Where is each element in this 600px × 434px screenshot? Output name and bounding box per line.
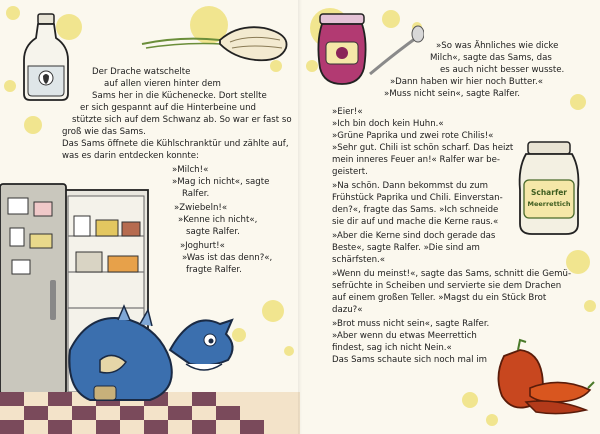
text-line: sie dir auf und mache die Kerne raus.« [332,217,499,227]
text-line: »Joghurt!« [180,241,225,251]
text-line: geistert. [332,167,368,177]
decorative-dot [284,346,294,356]
text-line: »Muss nicht sein«, sagte Ralfer. [384,89,521,99]
milk-bottle-illustration [16,12,76,104]
text-line: Das Sams schaute sich noch mal im [332,355,488,365]
text-line: groß wie das Sams. [62,127,146,137]
text-line: »Aber die Kerne sind doch gerade das [332,231,496,241]
text-line: »Aber wenn du etwas Meerrettich [332,331,477,341]
text-line: auf allen vieren hinter dem [104,79,221,89]
text-line: »Mag ich nicht«, sagte [172,177,270,187]
text-line: »Wenn du meinst!«, sagte das Sams, schnitt die Gemü- [332,269,572,279]
onion-illustration [140,18,292,68]
text-line: Beste«, sagte Ralfer. »Die sind am [332,243,480,253]
text-line: sefrüchte in Scheiben und servierte sie dem Drachen [332,281,562,291]
text-line: sagte Ralfer. [186,227,240,237]
text-line: »Was ist das denn?«, [182,253,273,263]
text-line: Sams her in die Küchenecke. Dort stellte [92,91,267,101]
horseradish-jar-illustration [514,140,584,238]
text-line: was es darin entdecken konnte: [62,151,199,161]
decorative-dot [584,300,596,312]
text-line: er sich gespannt auf die Hinterbeine und [80,103,257,113]
text-line: »Ich bin doch kein Huhn.« [332,119,444,129]
jar-label-line1: Scharfer [531,188,567,197]
decorative-dot [262,300,284,322]
text-line: schärfsten.« [332,255,386,265]
text-line: Das Sams öffnete die Kühlschranktür und zählte auf, [62,139,289,149]
text-line: den?«, fragte das Sams. »Ich schneide [332,205,499,215]
peppers-illustration [490,336,596,416]
text-line: dazu?« [332,305,363,315]
dragon-illustration [60,290,240,410]
text-line: mein inneres Feuer an!« Ralfer war be- [332,155,500,165]
decorative-dot [462,392,478,408]
text-line: »Grüne Paprika und zwei rote Chilis!« [332,131,494,141]
text-line: »Sehr gut. Chili ist schön scharf. Das heizt [332,143,514,153]
text-line: »Brot muss nicht sein«, sagte Ralfer. [332,319,490,329]
text-line: stützte sich auf dem Schwanz ab. So war er fast so [72,115,292,125]
text-line: »Eier!« [332,107,363,117]
text-line: findest, sag ich nicht Nein.« [332,343,452,353]
decorative-dot [570,94,586,110]
text-line: auf einem großen Teller. »Magst du ein Stück Brot [332,293,547,303]
text-line: Milch«, sagte das Sams, das [430,53,552,63]
text-line: »Milch!« [172,165,209,175]
text-line: es auch nicht besser wusste. [440,65,565,75]
right-page [300,0,600,434]
text-line: Der Drache watschelte [92,67,191,77]
text-line: »Zwiebeln!« [174,203,228,213]
decorative-dot [4,80,16,92]
text-line: »So was Ähnliches wie dicke [436,41,559,51]
text-line: »Dann haben wir hier noch Butter.« [390,77,544,87]
text-line: Ralfer. [182,189,210,199]
decorative-dot [24,116,42,134]
text-line: »Kenne ich nicht«, [178,215,258,225]
text-line: fragte Ralfer. [186,265,242,275]
text-line: »Na schön. Dann bekommst du zum [332,181,488,191]
text-line: Frühstück Paprika und Chili. Einverstan- [332,193,503,203]
jar-label-line2: Meerrettich [527,200,571,208]
